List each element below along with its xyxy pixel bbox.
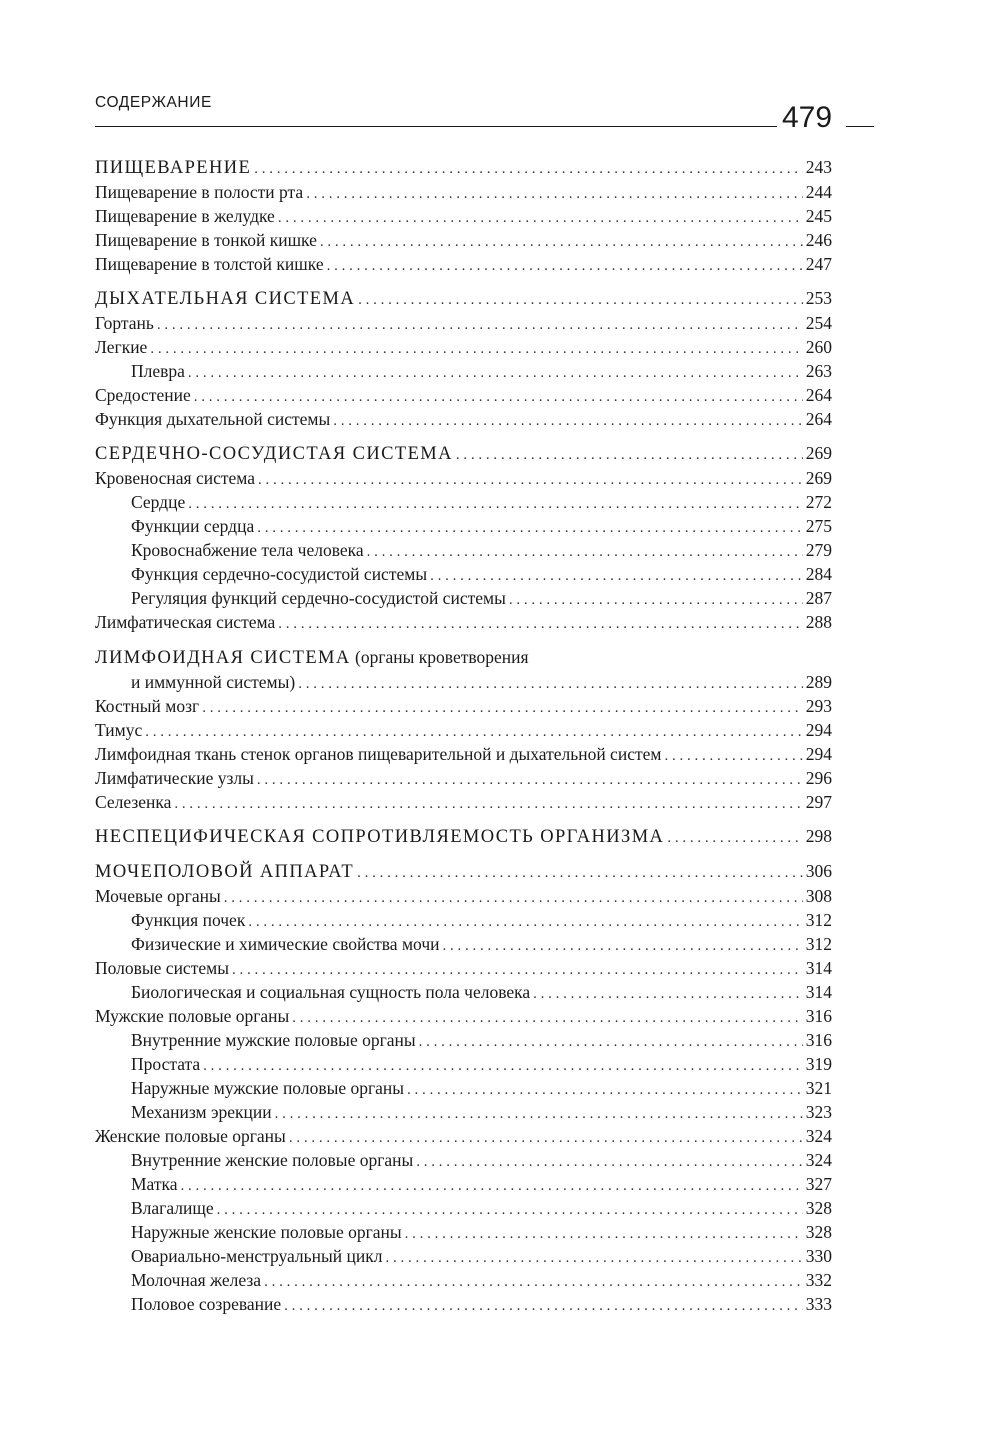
toc-entry[interactable] — [95, 790, 832, 814]
toc-entry[interactable] — [95, 1052, 832, 1076]
toc-entry-title: Функция сердечно-сосудистой системы — [131, 564, 428, 584]
dot-leader — [509, 588, 803, 612]
dot-leader — [224, 886, 803, 910]
toc-entry-title: и иммунной системы) — [131, 672, 296, 692]
toc-page-number: 333 — [805, 1294, 832, 1314]
dot-leader — [442, 934, 802, 958]
toc-entry-title: Физические и химические свойства мочи — [131, 934, 440, 954]
toc-entry[interactable] — [95, 1004, 832, 1028]
toc-entry-title: Внутренние мужские половые органы — [131, 1030, 416, 1050]
dot-leader — [320, 230, 803, 254]
toc-entry[interactable] — [95, 180, 832, 204]
dot-leader — [145, 720, 803, 744]
toc-section-entry[interactable] — [95, 824, 832, 849]
dot-leader — [456, 443, 803, 468]
dot-leader — [188, 361, 803, 385]
toc-entry[interactable] — [95, 1148, 832, 1172]
toc-page-number: 314 — [805, 982, 832, 1002]
toc-entry-title: Костный мозг — [95, 696, 200, 716]
toc-entry[interactable] — [95, 359, 832, 383]
toc-entry-title: Женские половые органы — [95, 1126, 286, 1146]
toc-entry-title: Средостение — [95, 385, 191, 405]
toc-page-number: 253 — [805, 288, 832, 308]
running-header-title: СОДЕРЖАНИЕ — [95, 94, 212, 111]
toc-entry-title: Тимус — [95, 720, 143, 740]
toc-group — [95, 824, 832, 849]
toc-page-number: 316 — [805, 1006, 832, 1026]
toc-entry-title: Легкие — [95, 337, 148, 357]
toc-entry[interactable] — [95, 538, 832, 562]
toc-entry[interactable] — [95, 1028, 832, 1052]
toc-page-number: 260 — [805, 337, 832, 357]
toc-page-number: 279 — [805, 540, 832, 560]
toc-entry-title: Мужские половые органы — [95, 1006, 290, 1026]
dot-leader — [275, 1102, 803, 1126]
toc-entry-title: Лимфоидная ткань стенок органов пищеварительной и дыхательной систем — [95, 744, 662, 764]
toc-entry[interactable] — [95, 383, 832, 407]
dot-leader — [194, 385, 803, 409]
dot-leader — [385, 1246, 802, 1270]
dot-leader — [306, 182, 803, 206]
toc-entry[interactable] — [95, 466, 832, 490]
toc-entry[interactable] — [95, 228, 832, 252]
toc-entry[interactable] — [95, 1292, 832, 1316]
toc-page-number: 275 — [805, 516, 832, 536]
toc-page-number: 294 — [805, 744, 832, 764]
toc-entry[interactable] — [95, 1100, 832, 1124]
toc-section-entry[interactable] — [95, 859, 832, 884]
dot-leader — [203, 1054, 803, 1078]
toc-entry-title: Мочевые органы — [95, 886, 221, 906]
dot-leader — [157, 313, 803, 337]
toc-entry-title: Пищеварение в толстой кишке — [95, 254, 324, 274]
toc-entry-title: ДЫХАТЕЛЬНАЯ СИСТЕМА — [95, 289, 356, 309]
dot-leader — [289, 1126, 803, 1150]
toc-entry[interactable] — [95, 742, 832, 766]
toc-entry[interactable] — [95, 610, 832, 634]
toc-section-heading[interactable] — [95, 644, 832, 670]
toc-entry-title: МОЧЕПОЛОВОЙ АППАРАТ — [95, 862, 355, 882]
dot-leader — [419, 1030, 803, 1054]
dot-leader — [257, 516, 803, 540]
toc-entry-title: Кровоснабжение тела человека — [131, 540, 364, 560]
dot-leader — [254, 157, 803, 182]
dot-leader — [416, 1150, 802, 1174]
toc-entry[interactable] — [95, 1124, 832, 1148]
dot-leader — [367, 540, 803, 564]
dot-leader — [358, 288, 803, 313]
dot-leader — [174, 792, 802, 816]
toc-entry-title: Простата — [131, 1054, 201, 1074]
toc-entry[interactable] — [95, 956, 832, 980]
toc-page-number: 306 — [805, 861, 832, 881]
toc-entry-title: Функции сердца — [131, 516, 255, 536]
dot-leader — [357, 861, 803, 886]
toc-section-caps: ЛИМФОИДНАЯ СИСТЕМА — [95, 648, 351, 668]
dot-leader — [430, 564, 803, 588]
toc-group — [95, 441, 832, 634]
toc-entry-title: Молочная железа — [131, 1270, 262, 1290]
toc-page-number: 330 — [805, 1246, 832, 1266]
toc-entry[interactable] — [95, 1172, 832, 1196]
toc-page-number: 246 — [805, 230, 832, 250]
toc-entry-title: Кровеносная система — [95, 468, 256, 488]
dot-leader — [278, 206, 803, 230]
header-rule — [95, 126, 777, 127]
toc-entry-title: Функция дыхательной системы — [95, 409, 331, 429]
toc-entry-title: Пищеварение в желудке — [95, 206, 275, 226]
toc-entry-title: Наружные женские половые органы — [131, 1222, 402, 1242]
toc-page-number: 287 — [805, 588, 832, 608]
toc-entry[interactable] — [95, 766, 832, 790]
toc-entry[interactable] — [95, 932, 832, 956]
toc-page-number: 328 — [805, 1222, 832, 1242]
toc-entry-title: ПИЩЕВАРЕНИЕ — [95, 158, 252, 178]
toc-entry[interactable] — [95, 670, 832, 694]
toc-page-number: 308 — [805, 886, 832, 906]
toc-group — [95, 155, 832, 276]
toc-entry-title: Селезенка — [95, 792, 172, 812]
page-number: 479 — [782, 101, 833, 134]
toc-entry-title: Пищеварение в тонкой кишке — [95, 230, 317, 250]
dot-leader — [292, 1006, 802, 1030]
header-rule-right — [846, 126, 874, 127]
toc-entry[interactable] — [95, 311, 832, 335]
toc-page-number: 264 — [805, 385, 832, 405]
dot-leader — [257, 768, 803, 792]
toc-page-number: 269 — [805, 443, 832, 463]
toc-page-number: 323 — [805, 1102, 832, 1122]
toc-entry-title: Половое созревание — [131, 1294, 282, 1314]
dot-leader — [533, 982, 803, 1006]
toc-page-number: 328 — [805, 1198, 832, 1218]
toc-page-number: 272 — [805, 492, 832, 512]
toc-page-number: 316 — [805, 1030, 832, 1050]
toc-page-number: 314 — [805, 958, 832, 978]
dot-leader — [202, 696, 803, 720]
toc-entry-title: НЕСПЕЦИФИЧЕСКАЯ СОПРОТИВЛЯЕМОСТЬ ОРГАНИЗМА — [95, 827, 665, 847]
toc-page-number: 288 — [805, 612, 832, 632]
toc-entry[interactable] — [95, 980, 832, 1004]
toc-page-number: 319 — [805, 1054, 832, 1074]
toc-page-number: 321 — [805, 1078, 832, 1098]
toc-entry[interactable] — [95, 1220, 832, 1244]
dot-leader — [407, 1078, 803, 1102]
dot-leader — [217, 1198, 803, 1222]
toc-page-number: 247 — [805, 254, 832, 274]
dot-leader — [667, 826, 802, 851]
toc-entry[interactable] — [95, 204, 832, 228]
toc-entry-title: Матка — [131, 1174, 178, 1194]
dot-leader — [327, 254, 803, 278]
table-of-contents — [95, 155, 832, 1326]
toc-entry-title: Механизм эрекции — [131, 1102, 272, 1122]
toc-entry-title: Пищеварение в полости рта — [95, 182, 304, 202]
toc-page-number: 327 — [805, 1174, 832, 1194]
toc-section-entry[interactable] — [95, 155, 832, 180]
dot-leader — [258, 468, 803, 492]
toc-entry-title: Внутренние женские половые органы — [131, 1150, 414, 1170]
toc-entry-title: Лимфатическая система — [95, 612, 276, 632]
dot-leader — [264, 1270, 803, 1294]
toc-page-number: 312 — [805, 934, 832, 954]
dot-leader — [664, 744, 802, 768]
toc-entry-title: Половые системы — [95, 958, 229, 978]
toc-entry-title: Биологическая и социальная сущность пола человека — [131, 982, 531, 1002]
toc-group — [95, 286, 832, 431]
toc-group — [95, 859, 832, 1316]
toc-entry[interactable] — [95, 694, 832, 718]
toc-page-number: 294 — [805, 720, 832, 740]
toc-entry[interactable] — [95, 884, 832, 908]
toc-entry[interactable] — [95, 490, 832, 514]
toc-page-number: 269 — [805, 468, 832, 488]
toc-entry-title: Лимфатические узлы — [95, 768, 254, 788]
toc-page-number: 289 — [805, 672, 832, 692]
toc-entry[interactable] — [95, 1076, 832, 1100]
toc-entry[interactable] — [95, 718, 832, 742]
toc-entry-title: Гортань — [95, 313, 154, 333]
toc-entry[interactable] — [95, 514, 832, 538]
toc-entry[interactable] — [95, 1268, 832, 1292]
toc-page-number: 298 — [805, 826, 832, 846]
toc-page-number: 254 — [805, 313, 832, 333]
toc-page-number: 297 — [805, 792, 832, 812]
dot-leader — [188, 492, 803, 516]
toc-page-number: 312 — [805, 910, 832, 930]
toc-entry-title: Сердце — [131, 492, 186, 512]
toc-page-number: 264 — [805, 409, 832, 429]
toc-entry[interactable] — [95, 1196, 832, 1220]
dot-leader — [232, 958, 803, 982]
toc-page-number: 245 — [805, 206, 832, 226]
dot-leader — [284, 1294, 803, 1318]
toc-entry-title: Наружные мужские половые органы — [131, 1078, 405, 1098]
toc-entry-title: Влагалище — [131, 1198, 214, 1218]
dot-leader — [150, 337, 802, 361]
toc-entry[interactable] — [95, 252, 832, 276]
toc-page-number: 332 — [805, 1270, 832, 1290]
toc-page-number: 244 — [805, 182, 832, 202]
toc-page-number: 324 — [805, 1150, 832, 1170]
toc-entry[interactable] — [95, 1244, 832, 1268]
dot-leader — [278, 612, 803, 636]
toc-section-entry[interactable] — [95, 441, 832, 466]
toc-page-number: 324 — [805, 1126, 832, 1146]
toc-entry[interactable] — [95, 335, 832, 359]
toc-entry[interactable] — [95, 562, 832, 586]
toc-entry[interactable] — [95, 586, 832, 610]
dot-leader — [405, 1222, 803, 1246]
dot-leader — [298, 672, 803, 696]
toc-entry-title: СЕРДЕЧНО-СОСУДИСТАЯ СИСТЕМА — [95, 444, 453, 464]
toc-entry[interactable] — [95, 908, 832, 932]
toc-group — [95, 644, 832, 814]
toc-page-number: 293 — [805, 696, 832, 716]
toc-entry-title: Овариально-менструальный цикл — [131, 1246, 383, 1266]
toc-section-entry[interactable] — [95, 286, 832, 311]
toc-page-number: 263 — [805, 361, 832, 381]
toc-page-number: 296 — [805, 768, 832, 788]
dot-leader — [248, 910, 802, 934]
toc-page-number: 284 — [805, 564, 832, 584]
toc-entry[interactable] — [95, 407, 832, 431]
toc-entry-title: Функция почек — [131, 910, 246, 930]
toc-entry-title: Регуляция функций сердечно-сосудистой системы — [131, 588, 506, 608]
toc-entry-title: Плевра — [131, 361, 185, 381]
toc-page-number: 243 — [805, 157, 832, 177]
dot-leader — [333, 409, 803, 433]
toc-section-subtitle: (органы кроветворения — [350, 647, 529, 667]
dot-leader — [181, 1174, 803, 1198]
